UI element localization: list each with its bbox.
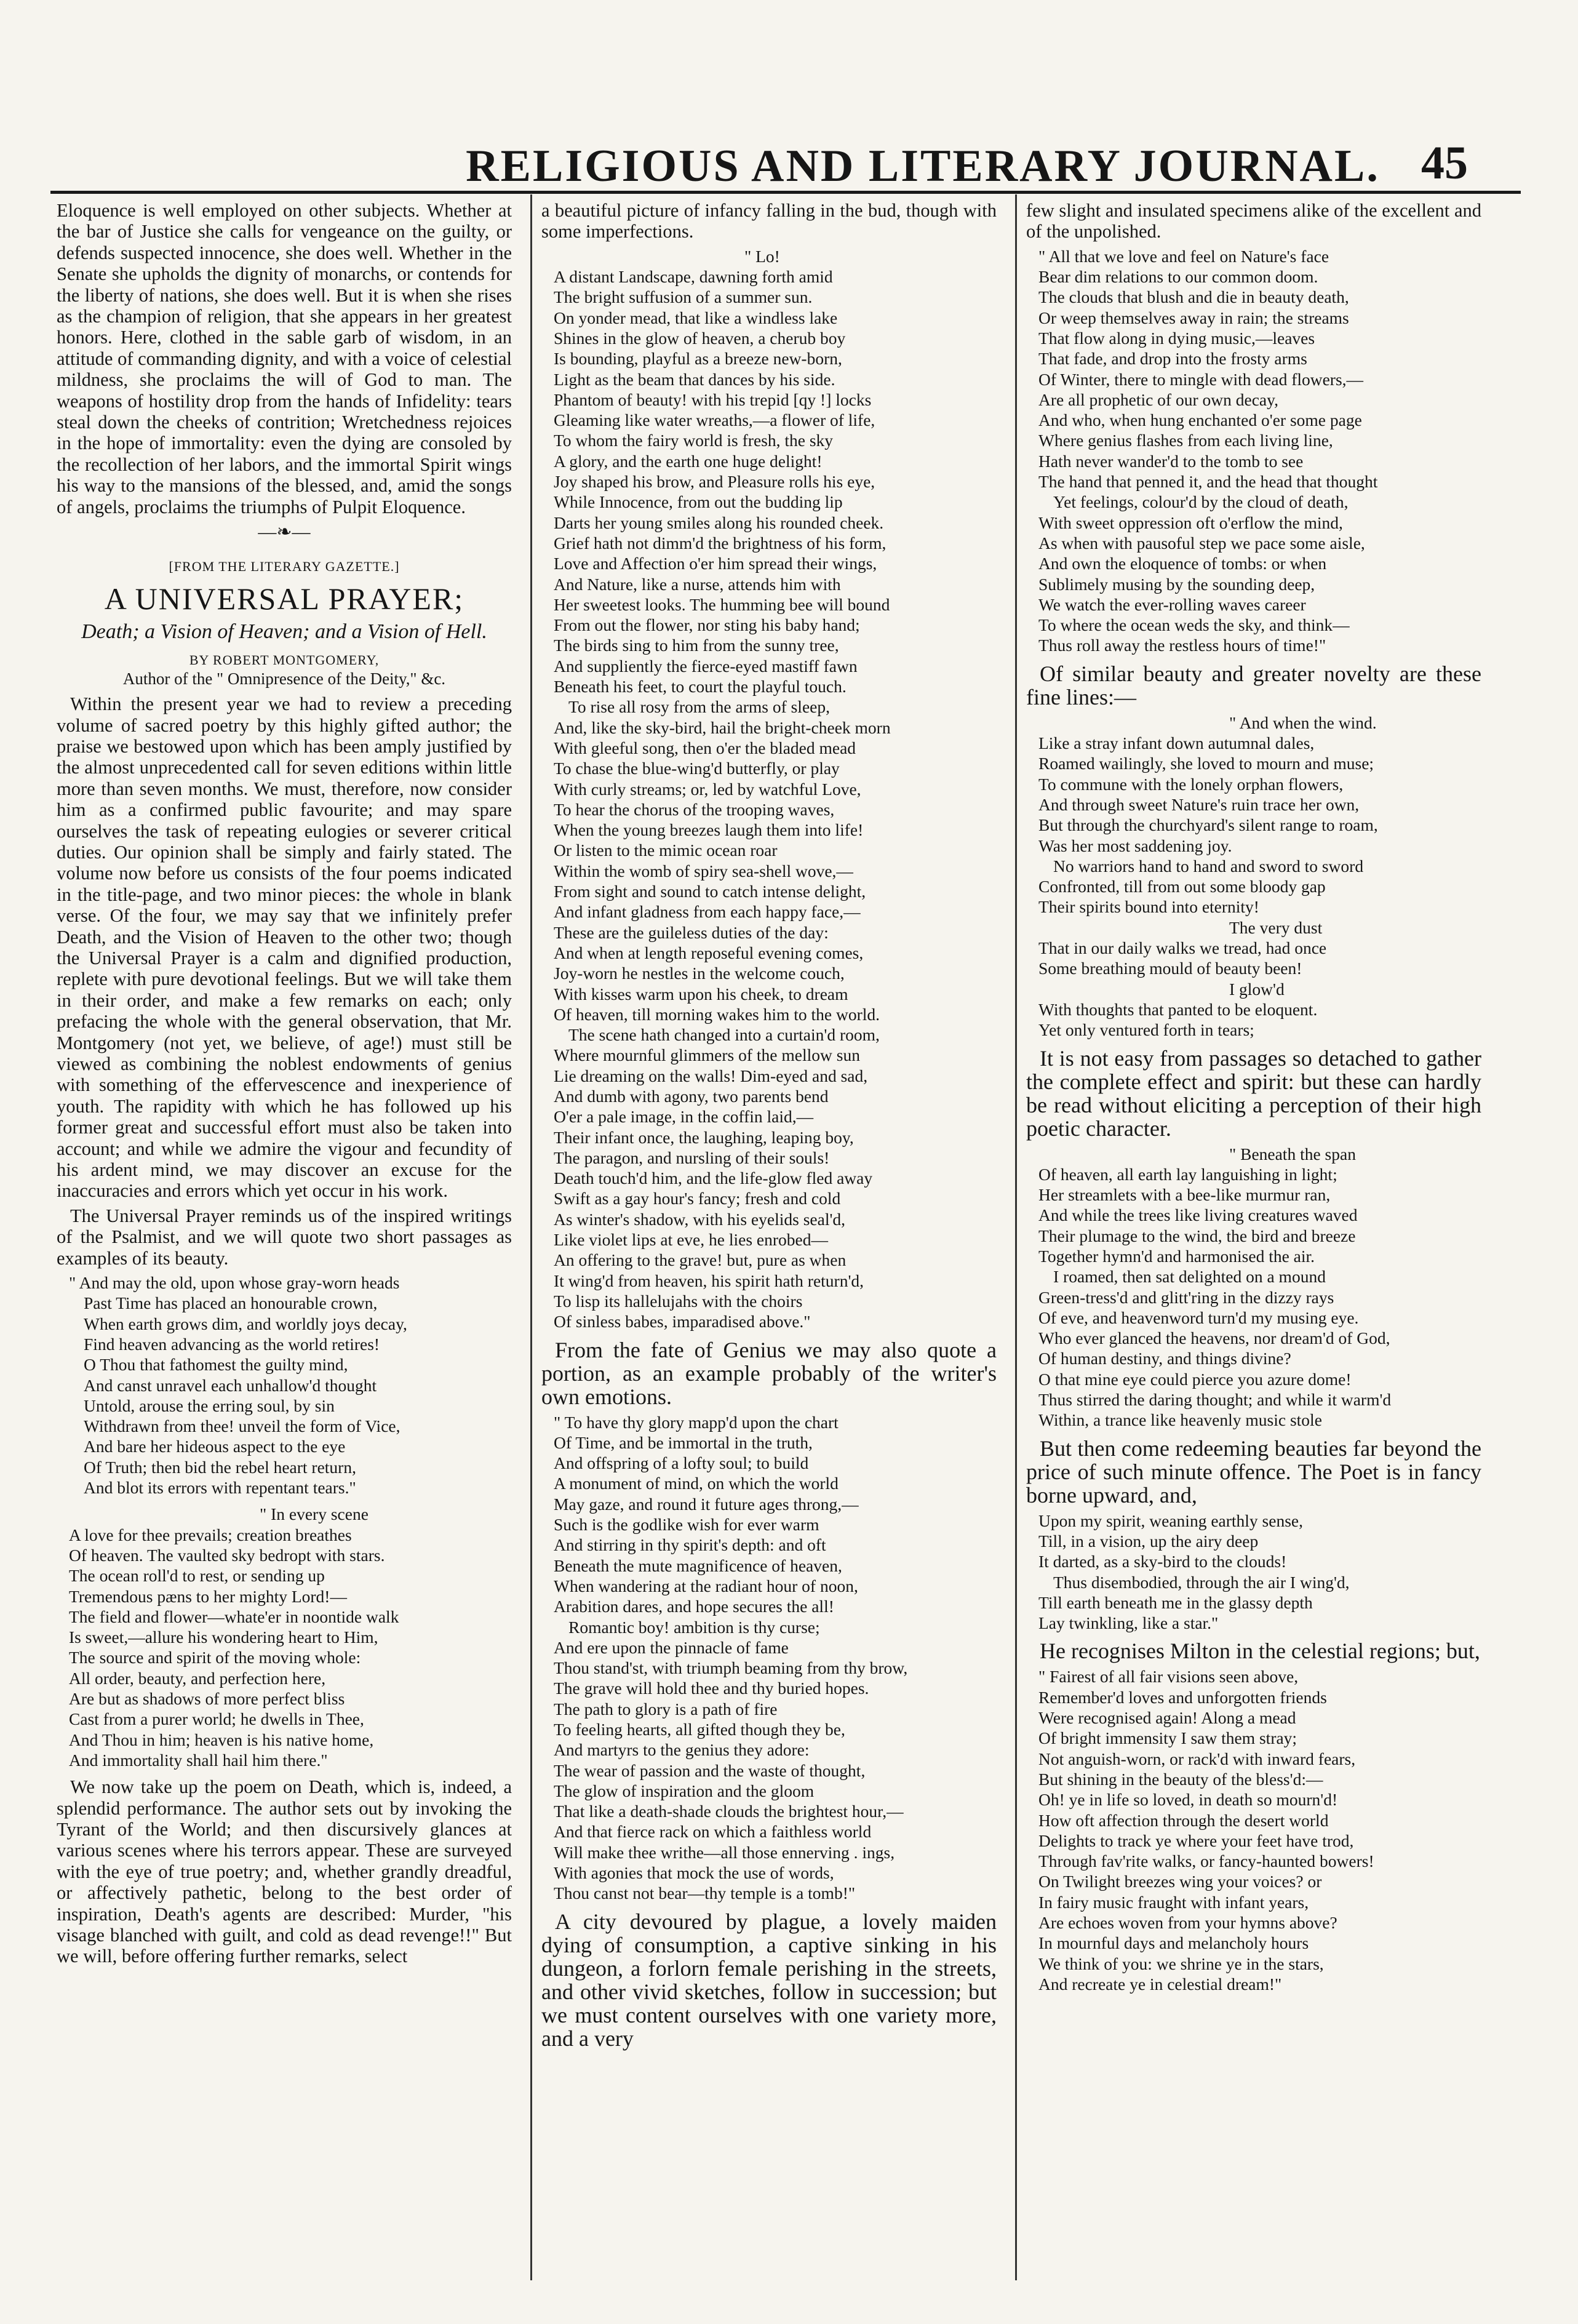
verse-line: Through fav'rite walks, or fancy-haunted bowers! [1038, 1851, 1374, 1871]
verse-line: To where the ocean weds the sky, and think— [1038, 615, 1350, 635]
article-subheading: Death; a Vision of Heaven; and a Vision of Hell. [81, 620, 487, 644]
verse-line: Is sweet,—allure his wondering heart to Him, [69, 1627, 378, 1647]
verse-line: Within the womb of spiry sea-shell wove,— [554, 861, 853, 880]
verse-line: Their spirits bound into eternity! [1038, 897, 1259, 917]
poem-excerpt [541, 246, 997, 1332]
verse-line: Light as the beam that dances by his side. [554, 369, 835, 389]
verse-line: Of heaven, all earth lay languishing in light; [1038, 1164, 1337, 1184]
verse-line: No warriors hand to hand and sword to sword [1053, 856, 1364, 876]
verse-line: A monument of mind, on which the world [554, 1474, 839, 1493]
byline: BY ROBERT MONTGOMERY, [189, 652, 380, 668]
verse-line: Yet only ventured forth in tears; [1038, 1020, 1254, 1040]
verse-line: The birds sing to him from the sunny tree, [554, 636, 839, 655]
verse-line: Of Truth; then bid the rebel heart return, [84, 1457, 356, 1477]
paragraph: But then come redeeming beauties far beyond the price of such minute offence. The Poet is in fancy borne upward, and, [1026, 1436, 1481, 1507]
header-rule [50, 191, 1521, 194]
verse-line: The wear of passion and the waste of thought, [554, 1760, 866, 1780]
verse-line: To rise all rosy from the arms of sleep, [568, 697, 830, 717]
verse-line: The glow of inspiration and the gloom [554, 1781, 815, 1800]
verse-line: " And may the old, upon whose gray-worn heads [69, 1273, 400, 1293]
verse-line: Of heaven. The vaulted sky bedropt with stars. [69, 1545, 385, 1565]
column-divider [1015, 194, 1017, 2280]
verse-line: The ocean roll'd to rest, or sending up [69, 1566, 325, 1586]
verse-line: That flow along in dying music,—leaves [1038, 329, 1315, 348]
column-3 [1026, 200, 1481, 2280]
verse-line: And through sweet Nature's ruin trace her own, [1038, 794, 1360, 814]
verse-line: " All that we love and feel on Nature's face [1038, 246, 1329, 266]
verse-line: And that fierce rack on which a faithless world [554, 1822, 872, 1842]
verse-line: While Innocence, from out the budding lip [554, 492, 843, 512]
verse-line: And canst unravel each unhallow'd thought [84, 1375, 377, 1395]
verse-line: That like a death-shade clouds the brightest hour,— [554, 1802, 904, 1821]
verse-line: And immortality shall hail him there." [69, 1750, 328, 1770]
verse-line: Swift as a gay hour's fancy; fresh and cold [554, 1189, 841, 1208]
verse-line: We think of you: we shrine ye in the stars, [1038, 1954, 1324, 1973]
verse-line: Joy-worn he nestles in the welcome couch, [554, 964, 845, 983]
verse-line: Not anguish-worn, or rack'd with inward fears, [1038, 1749, 1356, 1768]
verse-line: Some breathing mould of beauty been! [1038, 959, 1302, 978]
paragraph: Within the present year we had to review a preceding volume of sacred poetry by this highly gifted author; the praise we bestowed upon which has been amply justified by the almost unprecedented call for seven editions within little more than seven months. We must, therefore, now consider him as a confirmed public favourite; and may spare ourselves the task of repeating eulogies or severer critical duties. Our opinion shall be simply and fairly stated. The volume now before us consists of the four poems indicated in the title-page, and two minor pieces: the whole in blank verse. Of the four, we may say that we infinitely prefer Death, and the Vision of Heaven to the other two; though the Universal Prayer is a calm and dignified production, replete with pure devotional feelings. But we will take them in their order, and make a few remarks on each; only prefacing the whole with the general observation, that Mr. Montgomery (not yet, we believe, of age!) must still be viewed as combining the noblest endowments of genius with something of the effervescence and inexperience of youth. The rapidity with which he has followed up his former great and successful effort must also be taken into account; and while we admire the vigour and fecundity of his ardent mind, we may discover an excuse for the inaccuracies and errors which yet occur in his work. [57, 693, 512, 1202]
verse-line: Hath never wander'd to the tomb to see [1038, 451, 1304, 471]
poem-excerpt [1026, 713, 1481, 1040]
paragraph: A city devoured by plague, a lovely maiden dying of consumption, a captive sinking in his dungeon, a forlorn female perishing in the streets, and other vivid sketches, follow in succession; but we must content ourselves with one variety more, and a very [541, 1909, 997, 2051]
paragraph: He recognises Milton in the celestial regions; but, [1040, 1639, 1480, 1664]
verse-line: Where mournful glimmers of the mellow sun [554, 1045, 860, 1065]
paragraph: Eloquence is well employed on other subjects. Whether at the bar of Justice she calls for vengeance on the guilty, or defends suspected innocence, she does well. Whether in the Senate she upholds the dignity of monarchs, or contends for the liberty of nations, she does well. But it is when she rises as the champion of religion, that she appears in her greatest honors. Here, clothed in the sable garb of wisdom, in an attitude of commanding dignity, and with a voice of celestial mildness, she proclaims the will of God to man. The weapons of hostility drop from the hands of Infidelity: tears steal down the cheeks of contrition; Wretchedness rejoices in the hope of immortality: even the dying are consoled by the recollection of her labors, and the immortal Spirit wings his way to the mansions of the blessed, and, amid the songs of angels, proclaims the triumphs of Pulpit Eloquence. [57, 200, 512, 517]
paragraph: The Universal Prayer reminds us of the inspired writings of the Psalmist, and we will quote two short passages as examples of its beauty. [57, 1205, 512, 1269]
verse-line: Confronted, till from out some bloody gap [1038, 877, 1326, 896]
verse-line: Are but as shadows of more perfect bliss [69, 1689, 345, 1708]
column-1 [57, 200, 512, 2280]
verse-line: With agonies that mock the use of words, [554, 1863, 834, 1883]
paragraph: We now take up the poem on Death, which is, indeed, a splendid performance. The author sets out by invoking the Tyrant of the World; and then discursively glances at various scenes where his terrors appear. These are surveyed with the eye of true poetry; and, whether grandly dreadful, or affectively pathetic, belong to the best order of inspiration, Death's agents are described: Murder, "his visage blanched with guilt, and cold as dead revenge!!" But we will, before offering further remarks, select [57, 1776, 512, 1967]
verse-line: That fade, and drop into the frosty arms [1038, 349, 1307, 369]
verse-line: Like violet lips at eve, he lies enrobed— [554, 1230, 828, 1250]
verse-line: Beneath the mute magnificence of heaven, [554, 1555, 842, 1575]
verse-line: And ere upon the pinnacle of fame [554, 1637, 789, 1657]
verse-line: That in our daily walks we tread, had once [1038, 938, 1327, 958]
verse-line: O that mine eye could pierce you azure dome! [1038, 1369, 1352, 1389]
verse-line: To hear the chorus of the trooping waves, [554, 799, 835, 819]
verse-line: Are echoes woven from your hymns above? [1038, 1913, 1337, 1932]
verse-line: And infant gladness from each happy face,— [554, 902, 861, 922]
poem-excerpt [1026, 1666, 1481, 1994]
verse-line: Who ever glanced the heavens, nor dream'd of God, [1038, 1328, 1390, 1348]
paragraph: From the fate of Genius we may also quote a portion, as an example probably of the writer's own emotions. [541, 1337, 997, 1409]
author-note: Author of the " Omnipresence of the Deity," &c. [122, 669, 446, 689]
verse-line: And when at length reposeful evening comes, [554, 943, 864, 962]
verse-line: The path to glory is a path of fire [554, 1699, 778, 1719]
verse-line: Gleaming like water wreaths,—a flower of life, [554, 410, 875, 430]
verse-line: On Twilight breezes wing your voices? or [1038, 1872, 1322, 1891]
verse-line: Untold, arouse the erring soul, by sin [84, 1396, 335, 1415]
verse-line: May gaze, and round it future ages throng,— [554, 1494, 859, 1514]
verse-line: Lay twinkling, like a star." [1038, 1613, 1219, 1633]
verse-line: Of Time, and be immortal in the truth, [554, 1432, 813, 1452]
verse-line: Past Time has placed an honourable crown, [84, 1293, 378, 1313]
verse-line: These are the guileless duties of the day: [554, 922, 829, 942]
verse-line: As winter's shadow, with his eyelids seal'd, [554, 1209, 846, 1229]
verse-line: Bear dim relations to our common doom. [1038, 267, 1318, 287]
verse-line: A glory, and the earth one huge delight! [554, 451, 823, 471]
article-heading: A UNIVERSAL PRAYER; [104, 581, 464, 617]
verse-line: A distant Landscape, dawning forth amid [554, 267, 833, 287]
verse-line: And recreate ye in celestial dream!" [1038, 1974, 1282, 1994]
poem-excerpt [1026, 246, 1481, 656]
verse-line: Or listen to the mimic ocean roar [554, 841, 778, 860]
verse-line: When earth grows dim, and worldly joys decay, [84, 1314, 407, 1333]
verse-line: Oh! ye in life so loved, in death so mourn'd! [1038, 1790, 1338, 1810]
verse-line: The bright suffusion of a summer sun. [554, 287, 813, 307]
verse-line: Their plumage to the wind, the bird and breeze [1038, 1226, 1356, 1245]
verse-line: Is bounding, playful as a breeze new-born, [554, 349, 842, 369]
verse-line: Thus stirred the daring thought; and while it warm'd [1038, 1390, 1392, 1410]
verse-line: The source and spirit of the moving whole: [69, 1648, 361, 1667]
verse-line: Sublimely musing by the sounding deep, [1038, 574, 1315, 594]
verse-line: An offering to the grave! but, pure as when [554, 1250, 847, 1270]
verse-line: When wandering at the radiant hour of noon, [554, 1576, 858, 1595]
verse-line: A love for thee prevails; creation breathes [69, 1525, 352, 1544]
verse-line: All order, beauty, and perfection here, [69, 1668, 326, 1688]
verse-line: And dumb with agony, two parents bend [554, 1086, 829, 1106]
verse-line: When the young breezes laugh them into life! [554, 820, 864, 840]
verse-line: Yet feelings, colour'd by the cloud of death, [1053, 492, 1349, 512]
verse-line: Grief hath not dimm'd the brightness of his form, [554, 533, 887, 553]
verse-line: Arabition dares, and hope secures the all! [554, 1597, 834, 1616]
verse-line: Within, a trance like heavenly music stole [1038, 1410, 1322, 1430]
ornament: —❧— [258, 522, 311, 543]
verse-line: And who, when hung enchanted o'er some page [1038, 410, 1362, 430]
verse-line: With gleeful song, then o'er the bladed mead [554, 738, 856, 757]
verse-line: In mournful days and melancholy hours [1038, 1933, 1309, 1953]
verse-line: Thou stand'st, with triumph beaming from thy brow, [554, 1658, 908, 1678]
verse-line: And Nature, like a nurse, attends him with [554, 574, 841, 594]
verse-line: Her sweetest looks. The humming bee will bound [554, 594, 890, 614]
verse-line: Romantic boy! ambition is thy curse; [568, 1617, 820, 1637]
verse-line: Till earth beneath me in the glassy depth [1038, 1592, 1313, 1612]
verse-line: Of sinless babes, imparadised above." [554, 1312, 811, 1332]
column-2 [541, 200, 997, 2280]
verse-line: To feeling hearts, all gifted though they be, [554, 1720, 845, 1739]
verse-line: The scene hath changed into a curtain'd room, [568, 1025, 880, 1045]
verse-line: Beneath his feet, to court the playful touch. [554, 677, 847, 697]
verse-line: Till, in a vision, up the airy deep [1038, 1531, 1259, 1551]
verse-line: Tremendous pæns to her mighty Lord!— [69, 1586, 347, 1606]
verse-line: O Thou that fathomest the guilty mind, [84, 1355, 348, 1375]
poem-excerpt [1026, 1144, 1481, 1431]
verse-line: Delights to track ye where your feet have trod, [1038, 1831, 1354, 1850]
verse-line: In fairy music fraught with infant years, [1038, 1892, 1309, 1912]
poem-excerpt [57, 1272, 512, 1498]
verse-line: Joy shaped his brow, and Pleasure rolls his eye, [554, 472, 875, 492]
verse-line: Their infant once, the laughing, leaping boy, [554, 1127, 854, 1147]
verse-line: The grave will hold thee and thy buried hopes. [554, 1679, 869, 1698]
verse-line: " And when the wind. [1229, 713, 1377, 732]
verse-line: To chase the blue-wing'd butterfly, or play [554, 759, 840, 778]
verse-line: " To have thy glory mapp'd upon the chart [554, 1412, 839, 1432]
verse-line: The paragon, and nursling of their souls! [554, 1148, 830, 1167]
verse-line: Of Winter, there to mingle with dead flowers,— [1038, 369, 1364, 389]
verse-line: How oft affection through the desert world [1038, 1810, 1329, 1830]
verse-line: And stirring in thy spirit's depth: and oft [554, 1535, 826, 1555]
verse-line: With kisses warm upon his cheek, to dream [554, 984, 848, 1004]
verse-line: And own the eloquence of tombs: or when [1038, 554, 1327, 573]
verse-line: " Beneath the span [1229, 1144, 1356, 1164]
verse-line: With sweet oppression oft o'erflow the mind, [1038, 513, 1343, 532]
verse-line: Lie dreaming on the walls! Dim-eyed and sad, [554, 1066, 868, 1085]
verse-line: The very dust [1229, 917, 1323, 937]
verse-line: Remember'd loves and unforgotten friends [1038, 1687, 1327, 1707]
verse-line: Find heaven advancing as the world retires! [84, 1334, 380, 1354]
verse-line: The hand that penned it, and the head that thought [1038, 472, 1378, 492]
verse-line: Thou canst not bear—thy temple is a tomb!" [554, 1883, 856, 1903]
verse-line: To whom the fairy world is fresh, the sky [554, 431, 834, 450]
column-divider [530, 194, 532, 2280]
paragraph: Of similar beauty and greater novelty are these fine lines:— [1026, 661, 1481, 709]
verse-line: With curly streams; or, led by watchful Love, [554, 779, 861, 799]
verse-line: Roamed wailingly, she loved to mourn and muse; [1038, 754, 1374, 773]
verse-line: With thoughts that panted to be eloquent. [1038, 999, 1318, 1019]
poem-excerpt [1026, 1511, 1481, 1634]
verse-line: Of bright immensity I saw them stray; [1038, 1728, 1297, 1748]
verse-line: Thus roll away the restless hours of time!" [1038, 636, 1326, 655]
verse-line: Green-tress'd and glitt'ring in the dizzy rays [1038, 1287, 1334, 1307]
verse-line: Like a stray infant down autumnal dales, [1038, 733, 1315, 753]
verse-line: It darted, as a sky-bird to the clouds! [1038, 1552, 1287, 1571]
verse-line: Will make thee writhe—all those ennerving . ings, [554, 1842, 895, 1862]
verse-line: O'er a pale image, in the coffin laid,— [554, 1107, 814, 1127]
verse-line: Together hymn'd and harmonised the air. [1038, 1246, 1315, 1266]
verse-line: We watch the ever-rolling waves career [1038, 594, 1306, 614]
verse-line: The field and flower—whate'er in noontide walk [69, 1607, 399, 1626]
verse-line: I glow'd [1229, 979, 1285, 999]
verse-line: Was her most saddening joy. [1038, 836, 1232, 855]
page-header-title: RELIGIOUS AND LITERARY JOURNAL. [466, 141, 1380, 191]
paragraph: a beautiful picture of infancy falling in the bud, though with some imperfections. [541, 200, 997, 242]
verse-line: And suppliently the fierce-eyed mastiff fawn [554, 656, 858, 676]
verse-line: I roamed, then sat delighted on a mound [1053, 1267, 1326, 1287]
paragraph: It is not easy from passages so detached to gather the complete effect and spirit: but these can hardly be read without eliciting a perception of their high poetic character. [1026, 1045, 1481, 1141]
verse-line: Thus disembodied, through the air I wing'd, [1053, 1572, 1350, 1592]
verse-line: As when with pausoful step we pace some aisle, [1038, 533, 1365, 553]
verse-line: From out the flower, nor sting his baby hand; [554, 615, 860, 635]
verse-line: Such is the godlike wish for ever warm [554, 1515, 819, 1535]
verse-line: Were recognised again! Along a mead [1038, 1708, 1296, 1728]
verse-line: And bare her hideous aspect to the eye [84, 1437, 346, 1456]
verse-line: Darts her young smiles along his rounded cheek. [554, 513, 884, 532]
verse-line: But shining in the beauty of the bless'd:— [1038, 1769, 1323, 1789]
verse-line: Upon my spirit, weaning earthly sense, [1038, 1511, 1303, 1530]
verse-line: Are all prophetic of our own decay, [1038, 389, 1278, 409]
verse-line: And blot its errors with repentant tears." [84, 1478, 356, 1498]
poem-excerpt [57, 1504, 512, 1770]
verse-line: Shines in the glow of heaven, a cherub boy [554, 329, 846, 348]
verse-line: Her streamlets with a bee-like murmur ran, [1038, 1185, 1331, 1205]
verse-line: " Fairest of all fair visions seen above, [1038, 1667, 1299, 1687]
verse-line: Of eve, and heavenword turn'd my musing eye. [1038, 1308, 1359, 1327]
verse-line: Withdrawn from thee! unveil the form of Vice, [84, 1416, 400, 1436]
verse-line: " In every scene [260, 1504, 369, 1524]
verse-line: Cast from a purer world; he dwells in Thee, [69, 1709, 364, 1729]
verse-line: But through the churchyard's silent range to roam, [1038, 815, 1378, 835]
verse-line: Of human destiny, and things divine? [1038, 1349, 1291, 1368]
poem-excerpt [541, 1412, 997, 1904]
verse-line: And offspring of a lofty soul; to build [554, 1453, 809, 1473]
verse-line: And Thou in him; heaven is his native home, [69, 1730, 374, 1749]
verse-line: Or weep themselves away in rain; the streams [1038, 308, 1349, 327]
paragraph: few slight and insulated specimens alike of the excellent and of the unpolished. [1026, 200, 1481, 242]
verse-line: And, like the sky-bird, hail the bright-cheek morn [554, 717, 891, 737]
verse-line: " Lo! [744, 246, 780, 266]
verse-line: To commune with the lonely orphan flowers, [1038, 774, 1344, 794]
page-number: 45 [1421, 137, 1468, 189]
verse-line: From sight and sound to catch intense delight, [554, 882, 866, 901]
verse-line: And while the trees like living creatures waved [1038, 1205, 1358, 1225]
verse-line: Of heaven, till morning wakes him to the world. [554, 1004, 880, 1024]
verse-line: Love and Affection o'er him spread their wings, [554, 554, 877, 573]
verse-line: Phantom of beauty! with his trepid [qy !] locks [554, 389, 872, 409]
verse-line: The clouds that blush and die in beauty death, [1038, 287, 1349, 307]
article-source: [FROM THE LITERARY GAZETTE.] [169, 559, 400, 575]
verse-line: It wing'd from heaven, his spirit hath return'd, [554, 1271, 864, 1290]
verse-line: On yonder mead, that like a windless lake [554, 308, 838, 327]
verse-line: To lisp its hallelujahs with the choirs [554, 1291, 803, 1311]
verse-line: Where genius flashes from each living line, [1038, 431, 1333, 450]
verse-line: And martyrs to the genius they adore: [554, 1740, 810, 1760]
verse-line: Death touch'd him, and the life-glow fled away [554, 1168, 873, 1188]
